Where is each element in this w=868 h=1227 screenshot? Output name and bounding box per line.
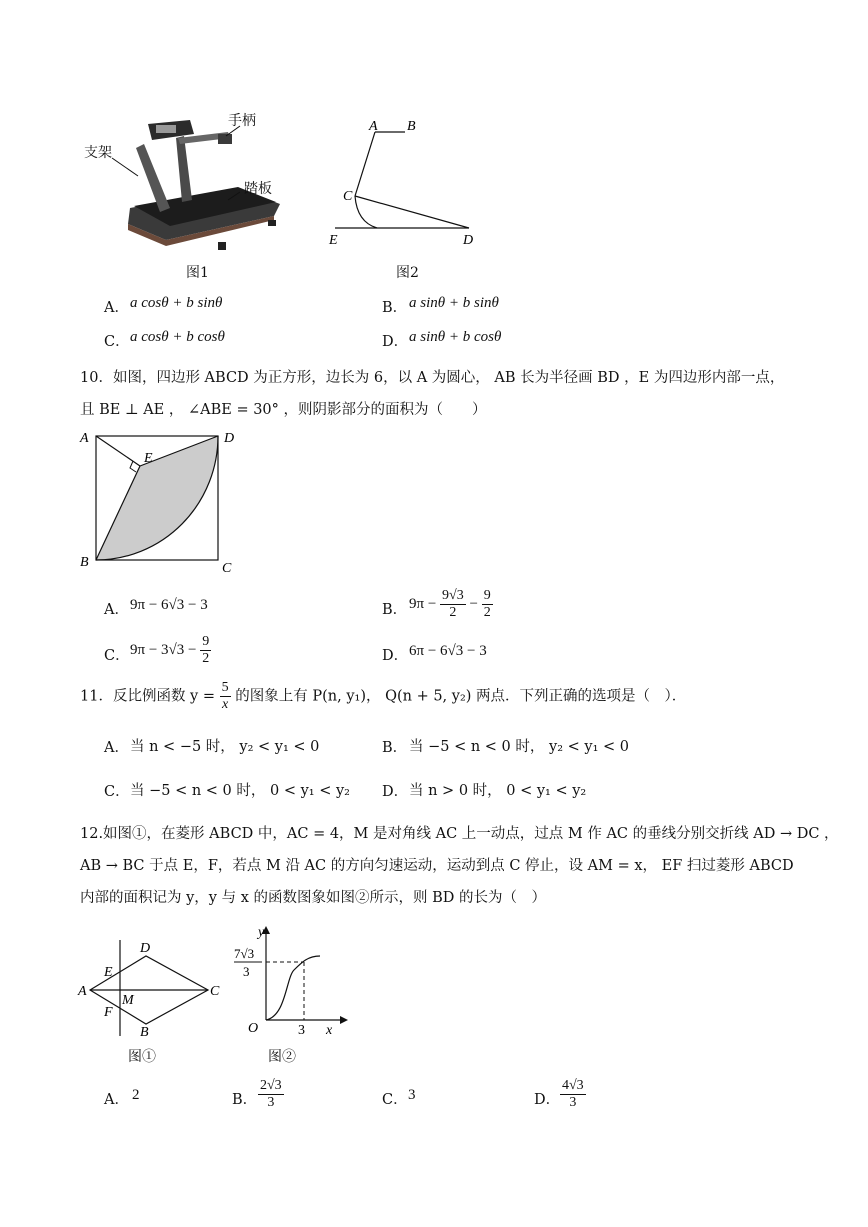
q10-line2: 且 BE ⊥ AE ， ∠ABE = 30° ，则阴影部分的面积为（ ）: [80, 402, 487, 418]
figure2-caption: 图2: [396, 265, 419, 281]
graph-x-axis-label: x: [326, 1023, 333, 1038]
q12-option-c-letter: C．: [382, 1092, 408, 1108]
q11-option-d-letter: D．: [382, 784, 409, 800]
rh-point-m-label: M: [122, 993, 134, 1008]
q9-option-c: a cosθ + b cosθ: [130, 329, 225, 345]
sq-point-a-label: A: [80, 431, 89, 446]
q9-option-c-letter: C．: [104, 334, 130, 350]
q11-option-c-letter: C．: [104, 784, 130, 800]
q9-option-d-letter: D．: [382, 334, 409, 350]
graph-origin-label: O: [248, 1021, 259, 1036]
q12-line2: AB → BC 于点 E，F，若点 M 沿 AC 的方向匀速运动，运动到点 C 停止，设 AM = x， EF 扫过菱形 ABCD: [80, 858, 794, 874]
sq-point-c-label: C: [222, 561, 232, 576]
q12-function-graph: [228, 924, 348, 1040]
q11-option-a-letter: A．: [104, 740, 129, 756]
q10-option-a: 9π − 6√3 − 3: [130, 597, 208, 613]
sq-point-e-label: E: [144, 451, 153, 466]
q11-option-c: 当 −5 < n < 0 时， 0 < y₁ < y₂: [130, 783, 350, 799]
q12-option-b-letter: B．: [232, 1092, 258, 1108]
q12-option-a: 2: [132, 1087, 140, 1103]
point-c-label: C: [343, 189, 353, 204]
q9-option-d: a sinθ + b cosθ: [409, 329, 502, 345]
q11-option-b: 当 −5 < n < 0 时， y₂ < y₁ < 0: [409, 739, 629, 755]
q12-option-d-letter: D．: [534, 1092, 561, 1108]
figure2-diagram: [325, 112, 485, 247]
q10-option-b: 9π − $\frac{9√3}{2}$ − $\frac{9}{2}$: [409, 588, 491, 620]
q10-square-diagram: [78, 428, 238, 576]
q12-figure1-caption: 图①: [128, 1049, 156, 1065]
q9-option-a: a cosθ + b sinθ: [130, 295, 223, 311]
handle-label: 手柄: [228, 113, 256, 129]
deck-label: 踏板: [244, 181, 272, 197]
q10-option-a-letter: A．: [104, 602, 129, 618]
q11-option-a: 当 n < −5 时， y₂ < y₁ < 0: [130, 739, 320, 755]
q12-option-b: $\frac{2√3}{3}$: [260, 1078, 282, 1110]
q10-line1: 10．如图，四边形 ABCD 为正方形，边长为 6，以 A 为圆心， AB 长为半径画 BD ，E 为四边形内部一点，: [80, 370, 785, 386]
q12-line3: 内部的面积记为 y，y 与 x 的函数图象如图②所示，则 BD 的长为（ ）: [80, 890, 546, 906]
sq-point-d-label: D: [224, 431, 235, 446]
point-b-label: B: [407, 119, 416, 134]
graph-y-tick-numerator: 7√3: [234, 946, 255, 961]
rh-point-e-label: E: [104, 965, 113, 980]
q10-option-d: 6π − 6√3 − 3: [409, 643, 487, 659]
sq-point-b-label: B: [80, 555, 89, 570]
q11-stem: 11．反比例函数 y = $\frac{5}{x}$ 的图象上有 P(n, y₁)， Q(n + 5, y₂) 两点．下列正确的选项是（ ）．: [80, 680, 687, 712]
q9-option-b: a sinθ + b sinθ: [409, 295, 499, 311]
rh-point-d-label: D: [140, 941, 151, 956]
graph-y-axis-label: y: [258, 925, 265, 940]
q12-option-c: 3: [408, 1087, 416, 1103]
q10-option-c-letter: C．: [104, 648, 130, 664]
q10-option-c: 9π − 3√3 − $\frac{9}{2}$: [130, 634, 210, 666]
q12-figure2-caption: 图②: [268, 1049, 296, 1065]
graph-y-tick-denominator: 3: [243, 964, 250, 979]
rh-point-b-label: B: [140, 1025, 149, 1040]
frame-label: 支架: [84, 145, 112, 161]
rh-point-a-label: A: [78, 984, 87, 999]
rh-point-c-label: C: [210, 984, 220, 999]
q11-option-b-letter: B．: [382, 740, 408, 756]
point-d-label: D: [463, 233, 474, 247]
figure1-caption: 图1: [186, 265, 209, 281]
rh-point-f-label: F: [104, 1005, 113, 1020]
q12-option-a-letter: A．: [104, 1092, 129, 1108]
q12-line1: 12.如图①，在菱形 ABCD 中，AC = 4，M 是对角线 AC 上一动点，过点 M 作 AC 的垂线分别交折线 AD → DC ，: [80, 826, 839, 842]
point-a-label: A: [369, 119, 378, 134]
graph-x-tick: 3: [298, 1023, 305, 1038]
q9-option-a-letter: A．: [104, 300, 129, 316]
q10-option-d-letter: D．: [382, 648, 409, 664]
q9-option-b-letter: B．: [382, 300, 408, 316]
q11-option-d: 当 n > 0 时， 0 < y₁ < y₂: [409, 783, 587, 799]
q10-option-b-letter: B．: [382, 602, 408, 618]
point-e-label: E: [329, 233, 338, 247]
q12-option-d: $\frac{4√3}{3}$: [562, 1078, 584, 1110]
q12-rhombus-diagram: [76, 936, 226, 1040]
